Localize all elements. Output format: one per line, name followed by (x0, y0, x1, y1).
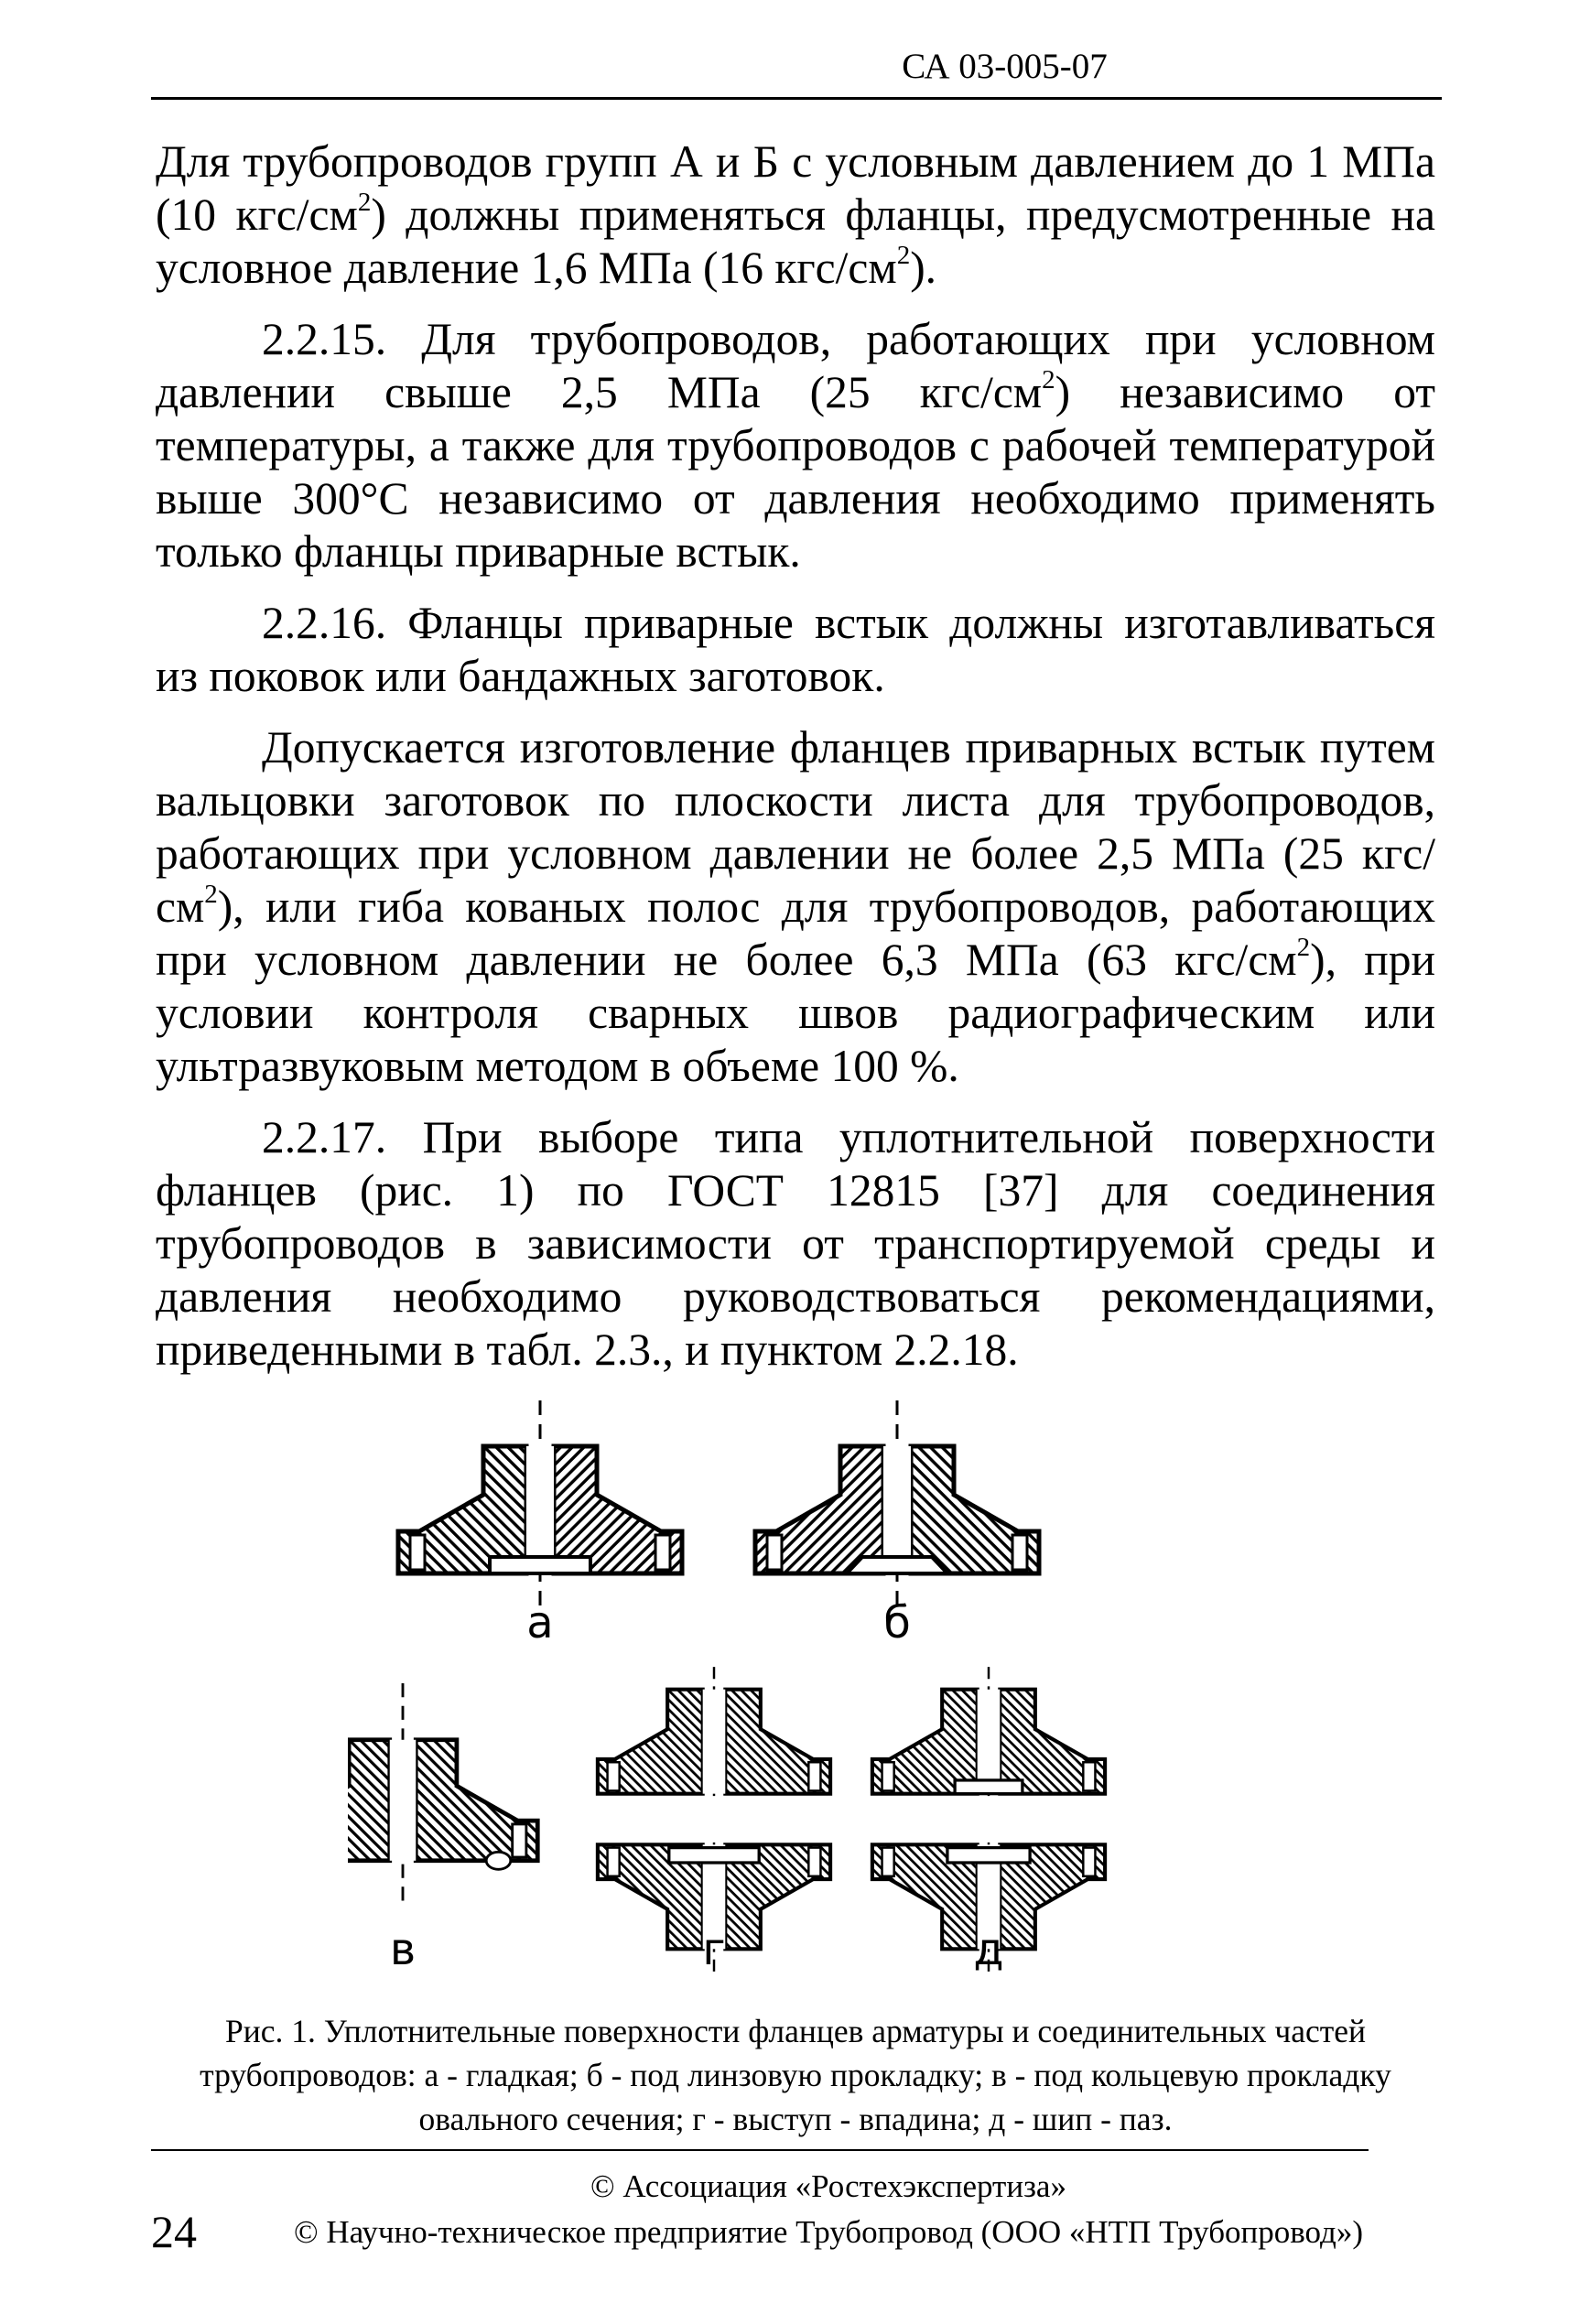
text-run: ). (910, 243, 937, 293)
text-run: ), при условии контроля сварных швов радиографическим или ультразвуковым методом в объеме 100 %. (156, 935, 1435, 1091)
label-g: г (702, 1924, 726, 1975)
superscript: 2 (204, 880, 218, 909)
page-number: 24 (151, 2206, 197, 2257)
label-v: в (389, 1924, 417, 1975)
running-header (151, 46, 1442, 88)
header-rule (151, 97, 1442, 100)
text-run: Для трубопроводов групп А и Б с условным давлением до 1 МПа (10 кгс/см (156, 136, 1435, 240)
main-text (156, 135, 1435, 1395)
figure-caption: Рис. 1. Уплотнительные поверхности фланцев арматуры и соединительных частей трубопроводов: а - гладкая; б - под линзовую прокладку; в - под кольцевую прокладку овального сечения; г - выступ - впадина; д - шип - паз. (200, 2013, 1391, 2137)
superscript: 2 (1042, 365, 1055, 395)
paragraph-2-2-17: 2.2.17. При выборе типа уплотнительной поверхности фланцев (рис. 1) по ГОСТ 12815 [37] для соединения трубопроводов в зависимости от транспортируемой среды и давления необходимо руководствоваться рекомендациями, приведенными в табл. 2.3., и пунктом 2.2.18. (156, 1112, 1435, 1375)
figure-1 (348, 1400, 1263, 2005)
paragraph-rolling-allowed (156, 721, 1435, 1093)
superscript: 2 (357, 188, 372, 217)
flange-b-drawing (755, 1400, 1039, 1606)
superscript: 2 (1296, 933, 1311, 962)
document-code: СА 03-005-07 (902, 47, 1108, 86)
superscript: 2 (896, 241, 911, 270)
footer-company: © Научно-техническое предприятие Трубопровод (ООО «НТП Трубопровод») (294, 2214, 1363, 2250)
label-a: а (526, 1597, 554, 1648)
footer-rule (151, 2149, 1369, 2151)
label-b: б (883, 1597, 911, 1648)
paragraph-2-2-15 (156, 313, 1435, 578)
text-run: ) независимо от температуры, а также для трубопроводов с рабочей температурой выше 300°С независимо от давления необходимо применять только фланцы приварные встык. (156, 367, 1436, 577)
text-run: ) должны применяться фланцы, предусмотренные на условное давление 1,6 МПа (16 кгс/см (156, 189, 1435, 293)
paragraph-2-2-16: 2.2.16. Фланцы приварные встык должны изготавливаться из поковок или бандажных заготовок. (156, 598, 1435, 701)
text-run: ), или гиба кованых полос для трубопроводов, работающих при условном давлении не более 6,3 МПа (63 кгс/см (156, 881, 1435, 985)
footer-association: © Ассоциация «Ростехэкспертиза» (590, 2168, 1066, 2204)
flange-drawings (348, 1400, 1263, 2005)
text-run: 2.2.15. Для трубопроводов, работающих при условном давлении свыше 2,5 МПа (25 кгс/см (156, 314, 1435, 417)
paragraph-flanges-groups (156, 135, 1435, 295)
flange-g-upper-drawing (598, 1667, 830, 1802)
label-d: д (973, 1924, 1004, 1975)
flange-v-drawing (348, 1683, 537, 1901)
text-run: Допускается изготовление фланцев приварных встык путем вальцовки заготовок по плоскости листа для трубопроводов, работающих при условном давлении не более 2,5 МПа (25 кгс/см (156, 722, 1435, 932)
flange-a-drawing (398, 1400, 682, 1606)
flange-d-upper-drawing (872, 1667, 1105, 1802)
